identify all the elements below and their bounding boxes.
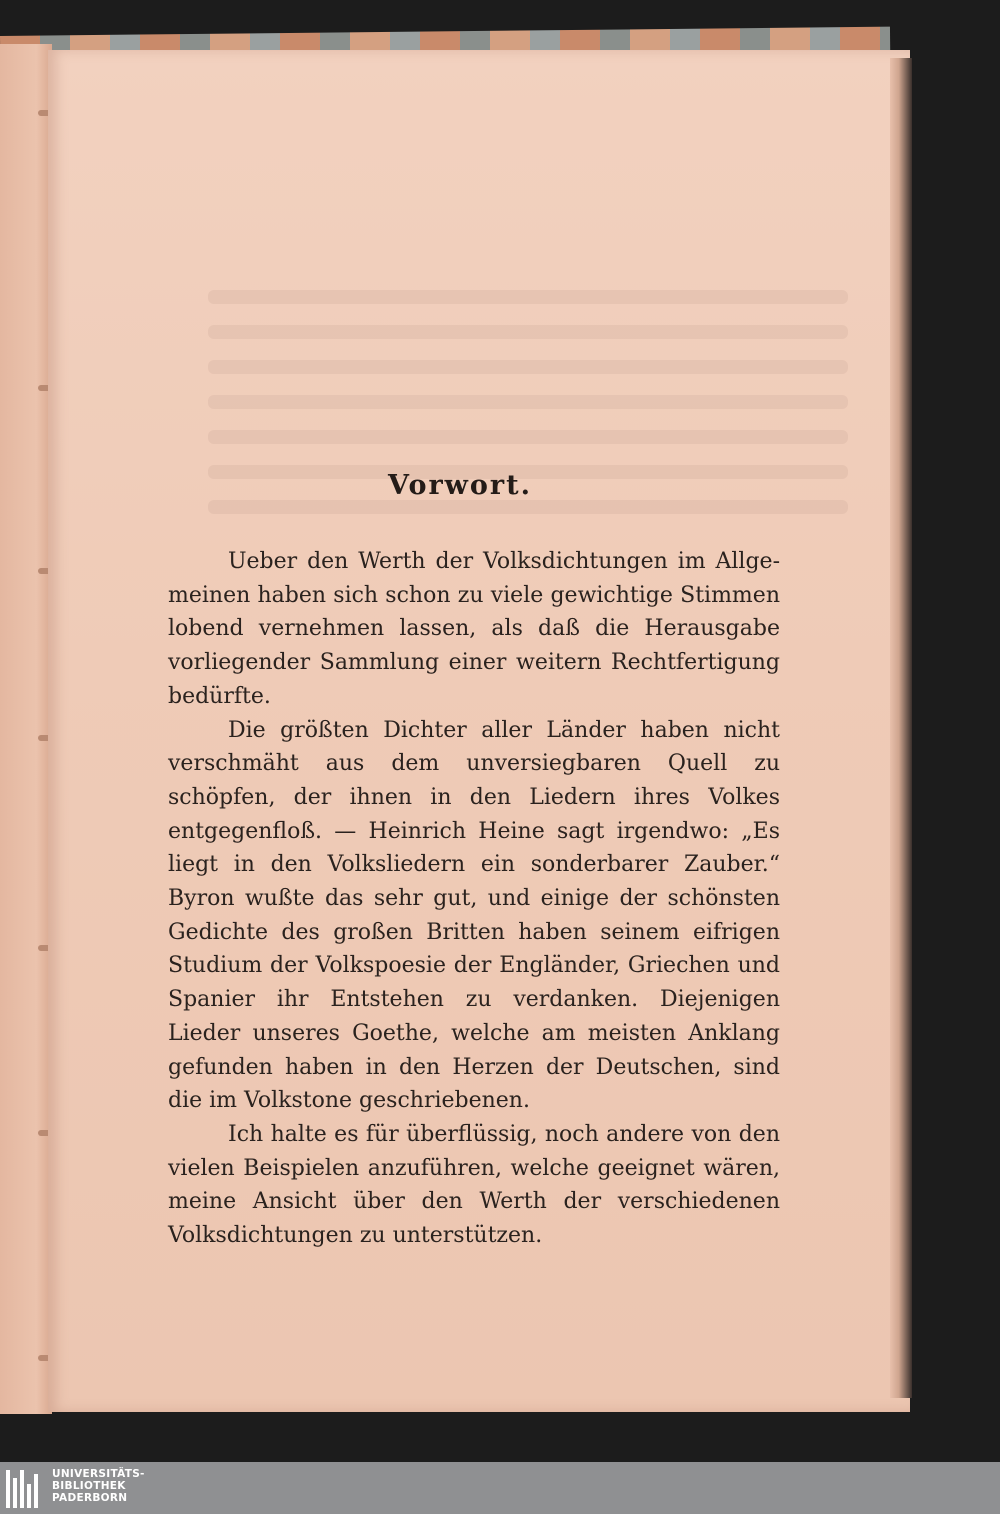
left-page xyxy=(0,44,52,1414)
chapter-heading: Vorwort. xyxy=(387,470,533,501)
paragraph: Ueber den Werth der Volksdichtungen im Allgemeinen haben sich schon zu viele gewichtige Stimmen lobend vernehmen lassen, als daß die Herausgabe vorliegender Sammlung einer weitern Rechtfertigung bedürfte. xyxy=(168,549,780,709)
logo-line: BIBLIOTHEK xyxy=(52,1480,126,1492)
body-text xyxy=(168,545,780,1253)
library-footer xyxy=(0,1462,1000,1514)
logo-line: PADERBORN xyxy=(52,1492,128,1504)
library-logo-text xyxy=(52,1468,145,1504)
paragraph: Die größten Dichter aller Länder haben nicht verschmäht aus dem unversiegbaren Quell zu schöpfen, der ihnen in den Liedern ihres Volkes entgegenfloß. — Heinrich Heine sagt irgendwo: „Es liegt in den Volksliedern ein sonderbarer Zauber.“ Byron wußte das sehr gut, und einige der schönsten Gedichte des großen Britten haben seinem eifrigen Studium der Volkspoesie der Engländer, Griechen und Spanier ihr Entstehen zu verdanken. Diejenigen Lieder unseres Goethe, welche am meisten Anklang gefunden haben in den Herzen der Deutschen, sind die im Volkstone geschriebenen. xyxy=(168,717,780,1114)
page-stack-edge xyxy=(890,58,912,1398)
paragraph: Ich halte es für überflüssig, noch andere von den vielen Beispielen anzuführen, welche geeignet wären, meine Ansicht über den Werth der verschiedenen Volksdichtungen zu unterstützen. xyxy=(168,1121,780,1249)
library-bars-icon xyxy=(6,1470,46,1508)
logo-line: UNIVERSITÄTS- xyxy=(52,1468,145,1480)
